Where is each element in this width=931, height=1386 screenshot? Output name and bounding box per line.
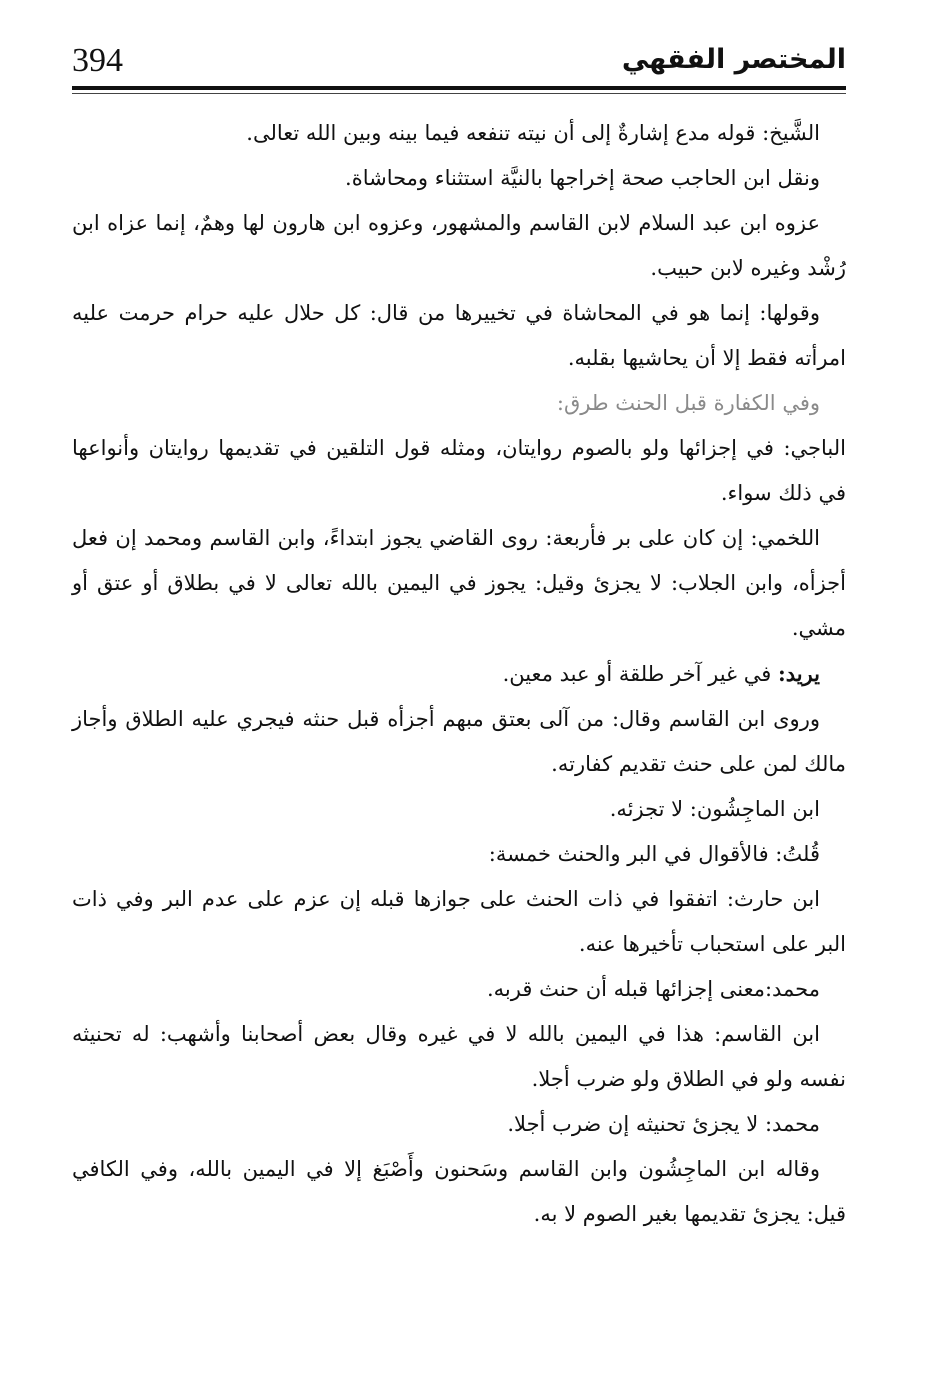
paragraph <box>72 291 846 381</box>
page-header <box>72 38 846 88</box>
paragraph-text: وروى ابن القاسم وقال: من آلى بعتق مبهم أجزأه قبل حنثه فيجري عليه الطلاق وأجاز مالك لمن على حنث تقديم كفارته. <box>72 707 846 776</box>
header-rule-thin <box>72 93 846 94</box>
paragraph <box>72 651 846 697</box>
paragraph <box>72 1147 846 1237</box>
paragraph <box>72 787 846 832</box>
paragraph-text: اللخمي: إن كان على بر فأربعة: روى القاضي يجوز ابتداءً، وابن القاسم ومحمد إن فعل أجزأه، وابن الجلاب: لا يجزئ وقيل: يجوز في اليمين بالله تعالى لا في بطلاق أو عتق أو مشي. <box>72 526 846 640</box>
paragraph-text: ابن القاسم: هذا في اليمين بالله لا في غيره وقال بعض أصحابنا وأشهب: له تحنيثه نفسه ولو في الطلاق ولو ضرب أجلا. <box>72 1022 846 1091</box>
paragraph <box>72 201 846 291</box>
paragraph-text: وفي الكفارة قبل الحنث طرق: <box>556 391 820 415</box>
paragraph-text: محمد: لا يجزئ تحنيثه إن ضرب أجلا. <box>507 1112 820 1136</box>
paragraph <box>72 516 846 651</box>
paragraph-text: الشَّيخ: قوله مدع إشارةٌ إلى أن نيته تنفعه فيما بينه وبين الله تعالى. <box>246 121 820 145</box>
paragraph <box>72 111 846 156</box>
paragraph <box>72 967 846 1012</box>
paragraph <box>72 1102 846 1147</box>
paragraph <box>72 426 846 516</box>
paragraph-text: وقاله ابن الماجِشُون وابن القاسم وسَحنون وأَصْبَغ إلا في اليمين بالله، وفي الكافي قيل: يجزئ تقديمها بغير الصوم لا به. <box>72 1157 846 1226</box>
paragraph <box>72 877 846 967</box>
paragraph-text: ابن الماجِشُون: لا تجزئه. <box>609 797 820 821</box>
paragraph-text: في غير آخر طلقة أو عبد معين. <box>502 662 778 686</box>
paragraph <box>72 156 846 201</box>
body-text <box>72 111 846 1237</box>
paragraph-text: محمد:معنى إجزائها قبله أن حنث قربه. <box>487 977 820 1001</box>
paragraph-text: الباجي: في إجزائها ولو بالصوم روايتان، ومثله قول التلقين في تقديمها روايتان وأنواعها في ذلك سواء. <box>72 436 846 505</box>
paragraph-text: وقولها: إنما هو في المحاشاة في تخييرها من قال: كل حلال عليه حرام حرمت عليه امرأته فقط إلا أن يحاشيها بقلبه. <box>72 301 846 370</box>
paragraph-text: قُلتُ: فالأقوال في البر والحنث خمسة: <box>488 842 820 866</box>
paragraph <box>72 1012 846 1102</box>
section-heading <box>72 381 846 426</box>
paragraph <box>72 832 846 877</box>
paragraph-lead: يريد: <box>777 661 820 686</box>
paragraph-text: ونقل ابن الحاجب صحة إخراجها بالنيَّة استثناء ومحاشاة. <box>345 166 820 190</box>
running-title: المختصر الفقهي <box>621 44 846 75</box>
paragraph-text: عزوه ابن عبد السلام لابن القاسم والمشهور، وعزوه ابن هارون لها وهمٌ، إنما عزاه ابن رُشْد وغيره لابن حبيب. <box>72 211 846 280</box>
paragraph-text: ابن حارث: اتفقوا في ذات الحنث على جوازها قبله إن عزم على عدم البر وفي ذات البر على استحباب تأخيرها عنه. <box>72 887 846 956</box>
paragraph <box>72 697 846 787</box>
header-rule <box>72 86 846 90</box>
page-number: 394 <box>72 42 123 79</box>
